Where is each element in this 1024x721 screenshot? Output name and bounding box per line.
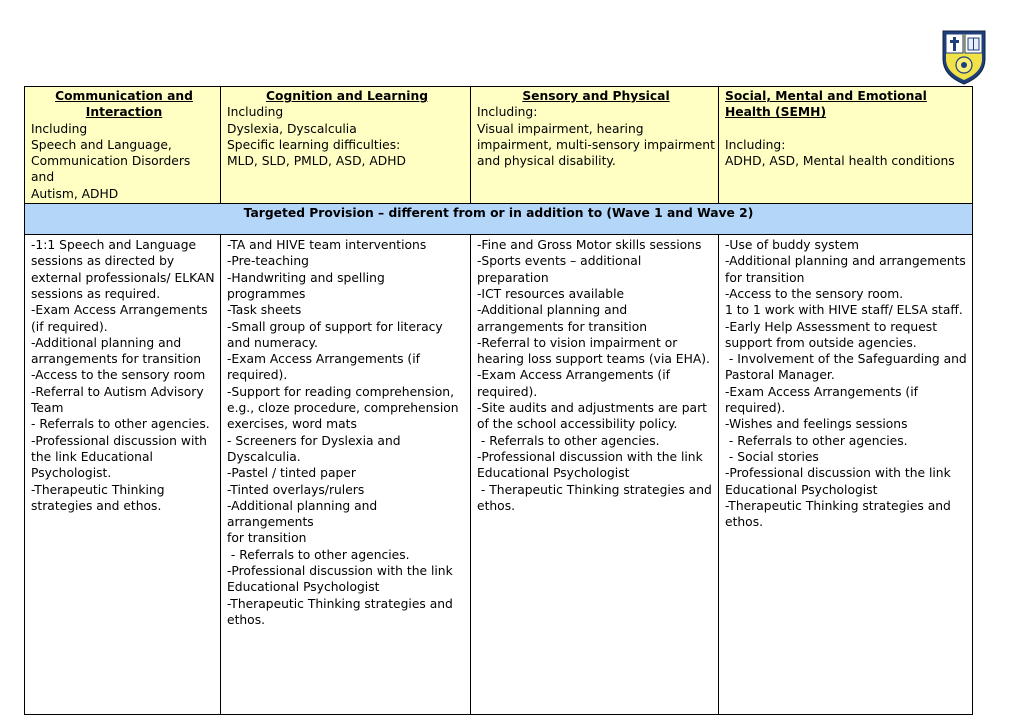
provision-table xyxy=(24,86,973,715)
column-title: Cognition and Learning xyxy=(265,89,429,103)
provision-cell-communication xyxy=(25,235,221,715)
provision-line: -Exam Access Arrangements (if xyxy=(477,368,670,383)
provision-cell-cognition xyxy=(221,235,471,715)
school-crest-icon xyxy=(941,29,987,85)
provision-line: 1 to 1 work with HIVE staff/ ELSA staff. xyxy=(725,303,963,318)
provision-line: -Therapeutic Thinking strategies and xyxy=(725,498,951,513)
provision-line: and numeracy. xyxy=(227,335,318,350)
provision-cell-sensory xyxy=(471,235,719,715)
provision-line: -Fine and Gross Motor skills sessions xyxy=(477,238,702,253)
column-description: Including Dyslexia, Dyscalculia Specific learning difficulties: MLD, SLD, PMLD, ASD, ADHD xyxy=(227,105,406,169)
provision-line: - Referrals to other agencies. xyxy=(31,417,210,432)
provision-line: Educational Psychologist xyxy=(725,482,878,497)
provision-line: -Access to the sensory room. xyxy=(725,286,904,301)
provision-line: sessions as directed by xyxy=(31,254,175,269)
provision-line: -1:1 Speech and Language xyxy=(31,238,197,253)
provision-line: arrangements for transition xyxy=(31,352,202,367)
provision-line: exercises, word mats xyxy=(227,417,357,432)
provision-line: the link Educational xyxy=(31,449,153,464)
provision-line: Pastoral Manager. xyxy=(725,368,835,383)
provision-line: -Task sheets xyxy=(227,303,302,318)
provision-line: -Professional discussion with the link xyxy=(725,466,951,481)
column-title: Communication and Interaction xyxy=(55,89,193,120)
provision-line: -Exam Access Arrangements xyxy=(31,303,208,318)
provision-line: arrangements for transition xyxy=(477,319,648,334)
provision-line: support from outside agencies. xyxy=(725,335,917,350)
provision-line: -Additional planning and xyxy=(31,335,182,350)
provision-line: of the school accessibility policy. xyxy=(477,417,678,432)
provision-line: -Exam Access Arrangements (if xyxy=(725,384,918,399)
column-title: Sensory and Physical xyxy=(522,89,670,103)
provision-line: -Therapeutic Thinking xyxy=(31,482,165,497)
provision-line: Educational Psychologist xyxy=(227,580,380,595)
provision-line: - Therapeutic Thinking strategies and xyxy=(477,482,712,497)
provision-cell-semh xyxy=(719,235,973,715)
column-description: Including: ADHD, ASD, Mental health conditions xyxy=(725,137,955,169)
header-cell-communication xyxy=(25,87,221,204)
provision-line: -Use of buddy system xyxy=(725,238,859,253)
provision-line: -Pre-teaching xyxy=(227,254,309,269)
provision-line: -Therapeutic Thinking strategies and xyxy=(227,596,453,611)
provision-line: -Additional planning and xyxy=(477,303,628,318)
provision-line: Psychologist. xyxy=(31,466,112,481)
provision-line: -Referral to Autism Advisory xyxy=(31,384,204,399)
provision-line: ethos. xyxy=(477,498,516,513)
provision-line: external professionals/ ELKAN xyxy=(31,270,215,285)
provision-line: sessions as required. xyxy=(31,286,161,301)
provision-line: -Sports events – additional xyxy=(477,254,642,269)
header-cell-sensory xyxy=(471,87,719,204)
targeted-provision-band: Targeted Provision – different from or in addition to (Wave 1 and Wave 2) xyxy=(25,204,973,235)
provision-line: -Professional discussion with the link xyxy=(477,449,703,464)
provision-line: -Early Help Assessment to request xyxy=(725,319,938,334)
header-cell-cognition xyxy=(221,87,471,204)
provision-line: - Involvement of the Safeguarding and xyxy=(725,352,967,367)
provision-line: -Pastel / tinted paper xyxy=(227,466,356,481)
provision-line: - Screeners for Dyslexia and xyxy=(227,433,401,448)
provision-line: Dyscalculia. xyxy=(227,449,301,464)
provision-line: -Professional discussion with xyxy=(31,433,207,448)
header-row xyxy=(25,87,973,204)
column-description: Including: Visual impairment, hearing impairment, multi-sensory impairment and physical disability. xyxy=(477,105,715,169)
provision-line: for transition xyxy=(227,531,307,546)
provision-line: -Small group of support for literacy xyxy=(227,319,443,334)
provision-line: hearing loss support teams (via EHA). xyxy=(477,352,710,367)
provision-line: -ICT resources available xyxy=(477,286,625,301)
provision-line: -Tinted overlays/rulers xyxy=(227,482,365,497)
provision-line: - Referrals to other agencies. xyxy=(227,547,410,562)
provision-line: -Wishes and feelings sessions xyxy=(725,417,908,432)
provision-row xyxy=(25,235,973,715)
provision-line: -Site audits and adjustments are part xyxy=(477,401,707,416)
provision-line: strategies and ethos. xyxy=(31,498,162,513)
provision-line: -TA and HIVE team interventions xyxy=(227,238,427,253)
provision-line: - Social stories xyxy=(725,449,819,464)
provision-line: required). xyxy=(477,384,538,399)
provision-line: - Referrals to other agencies. xyxy=(725,433,908,448)
column-description: Including Speech and Language, Communication Disorders and Autism, ADHD xyxy=(31,121,195,201)
provision-line: required). xyxy=(725,401,786,416)
provision-line: Educational Psychologist xyxy=(477,466,630,481)
provision-line: for transition xyxy=(725,270,805,285)
column-title: Social, Mental and Emotional Health (SEMH) xyxy=(725,89,927,120)
provision-line: -Professional discussion with the link xyxy=(227,564,453,579)
provision-line: required). xyxy=(227,368,288,383)
provision-line: -Exam Access Arrangements (if xyxy=(227,352,420,367)
provision-line: ethos. xyxy=(227,612,266,627)
provision-line: -Support for reading comprehension, xyxy=(227,384,455,399)
provision-line: - Referrals to other agencies. xyxy=(477,433,660,448)
provision-line: ethos. xyxy=(725,515,764,530)
provision-line: -Additional planning and arrangements xyxy=(725,254,966,269)
provision-line: -Handwriting and spelling programmes xyxy=(227,270,389,301)
provision-line: -Access to the sensory room xyxy=(31,368,206,383)
provision-line: (if required). xyxy=(31,319,108,334)
band-row xyxy=(25,204,973,235)
provision-line: -Referral to vision impairment or xyxy=(477,335,678,350)
provision-line: -Additional planning and arrangements xyxy=(227,498,382,530)
provision-line: preparation xyxy=(477,270,549,285)
provision-line: e.g., cloze procedure, comprehension xyxy=(227,401,459,416)
header-cell-semh xyxy=(719,87,973,204)
provision-line: Team xyxy=(31,401,64,416)
